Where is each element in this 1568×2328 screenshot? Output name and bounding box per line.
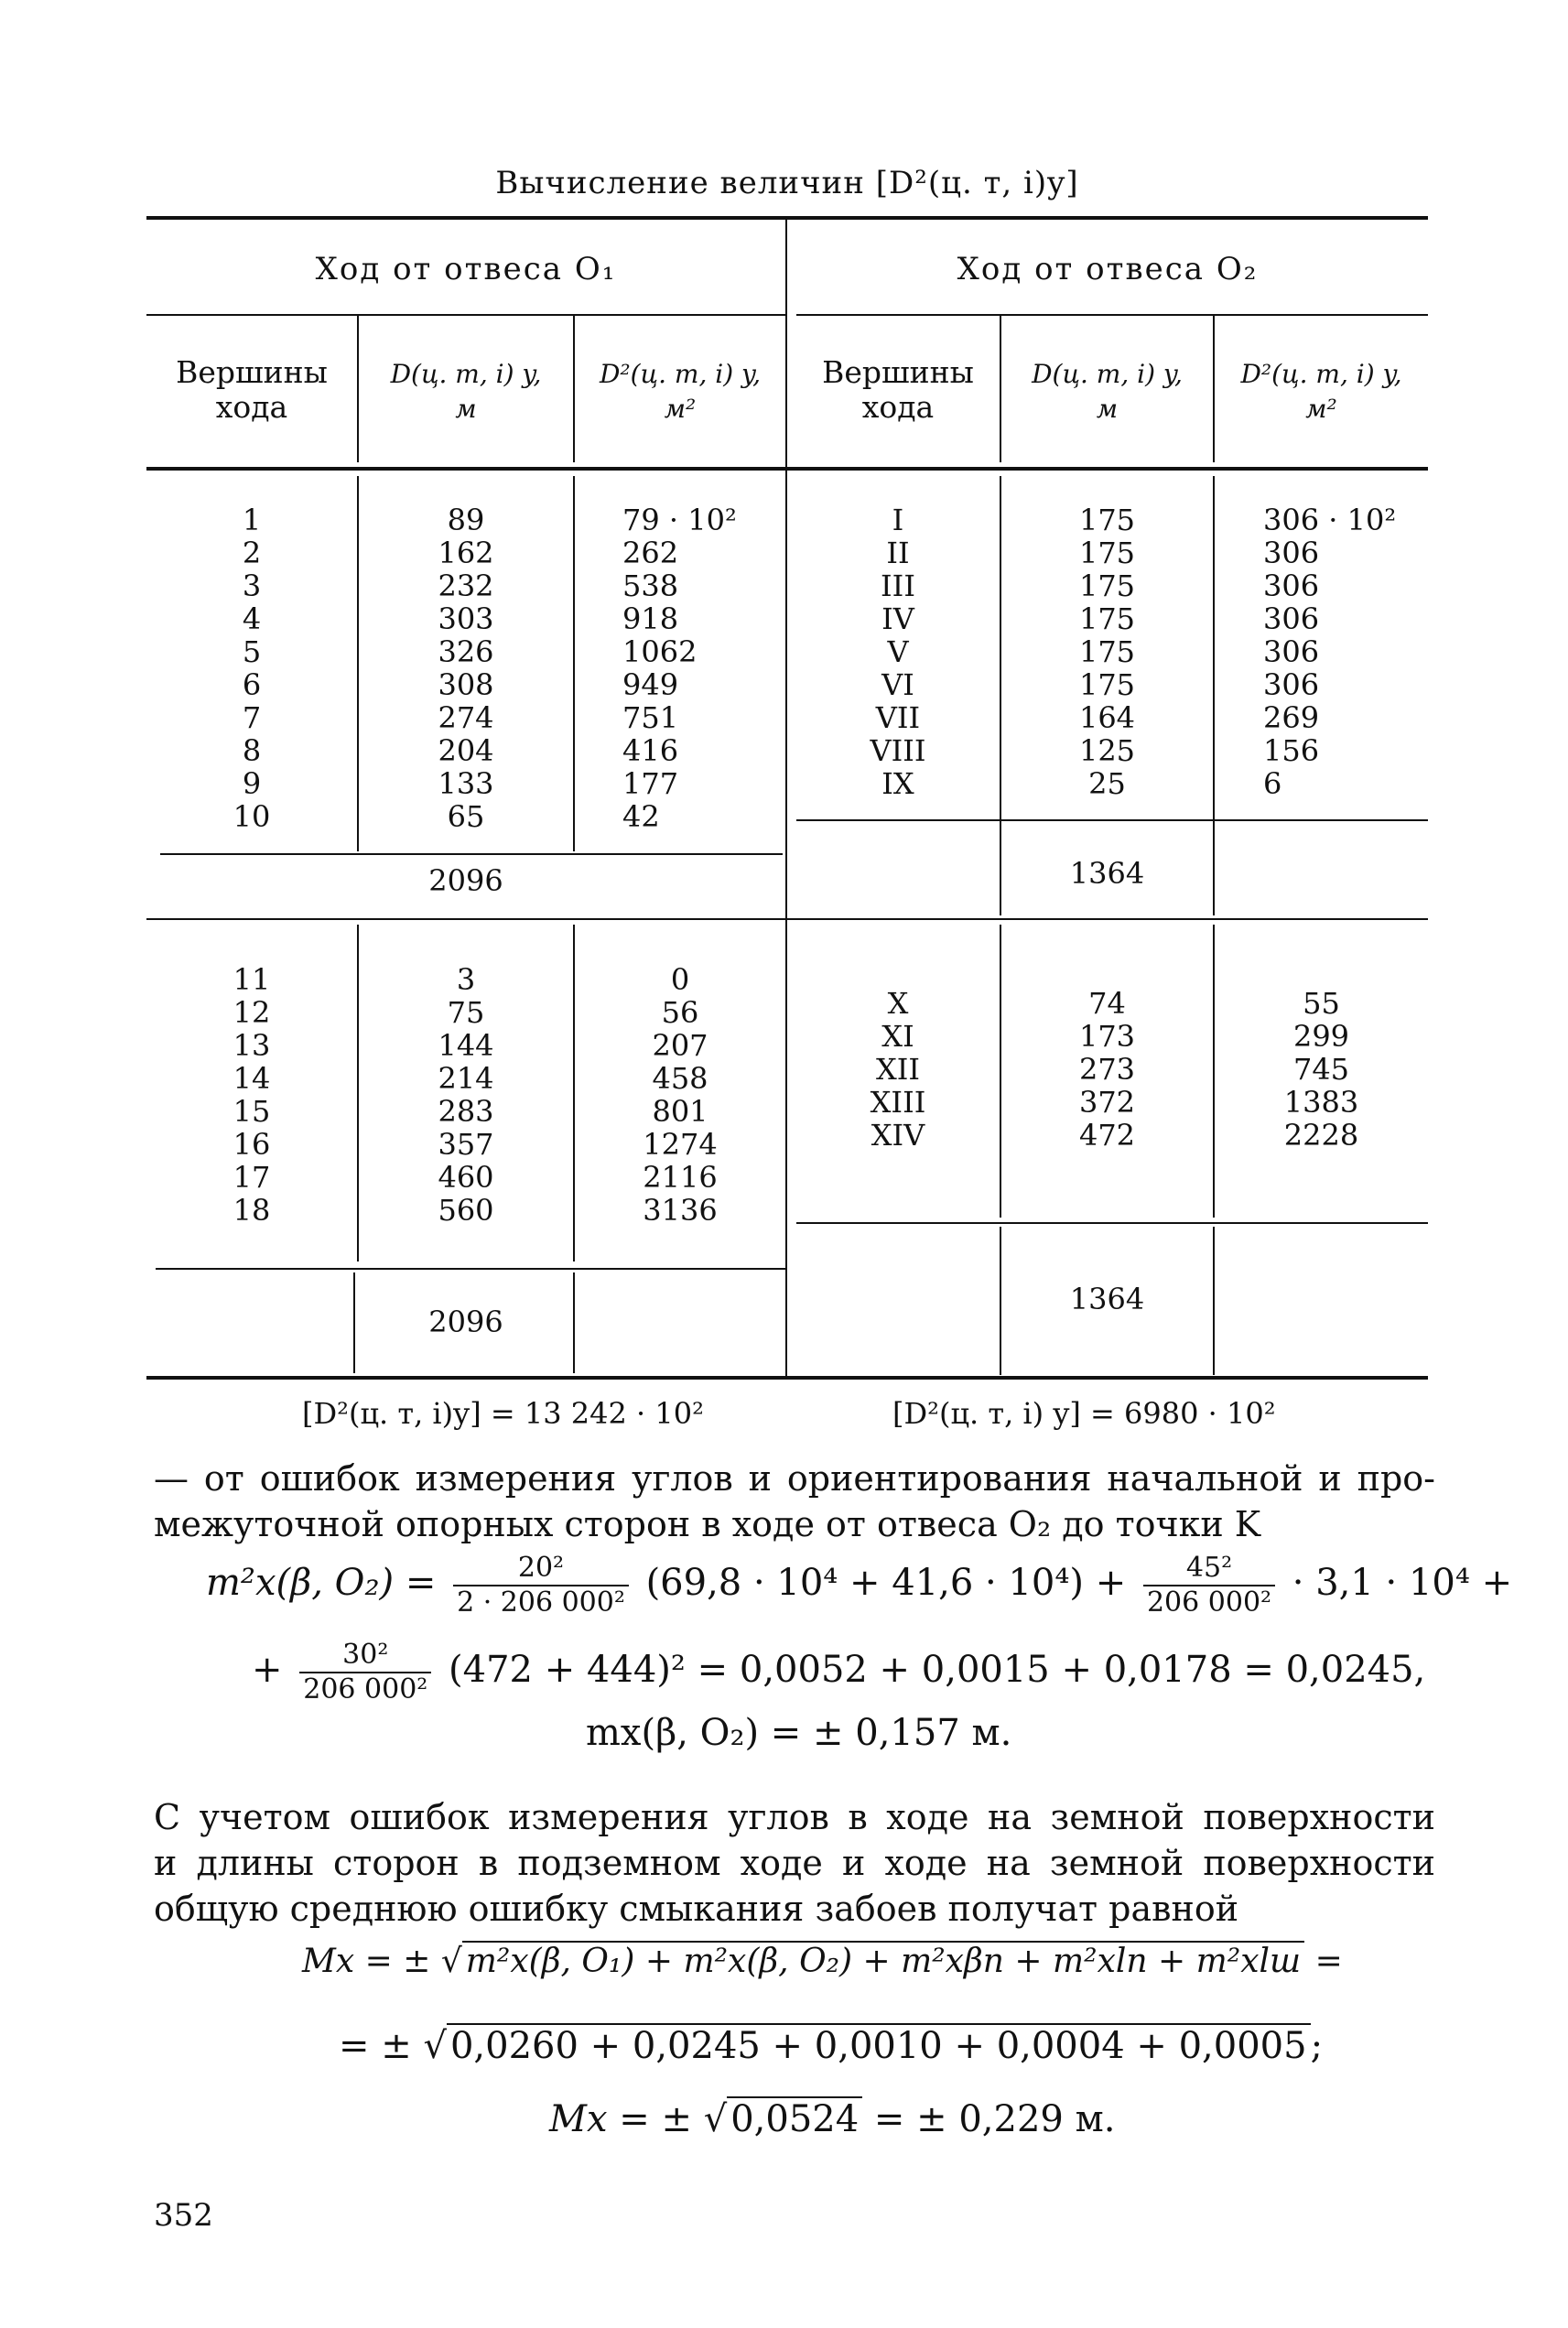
numerator: 30² bbox=[299, 1639, 431, 1673]
formula-term: m²x(β, O₂) = bbox=[206, 1562, 437, 1604]
table-top-rule bbox=[146, 216, 1428, 220]
block2-o2-d2: 55 299 745 1383 2228 bbox=[1283, 986, 1359, 1153]
header-label: Вершины хода bbox=[176, 354, 328, 425]
block1-o2-d: 175 175 175 175 175 175 164 125 25 bbox=[1078, 503, 1136, 801]
formula-term: = bbox=[1314, 1943, 1343, 1980]
formula-5 bbox=[339, 2023, 1323, 2067]
numerator: 45² bbox=[1143, 1552, 1275, 1586]
header-unit: м² bbox=[664, 394, 697, 424]
fraction bbox=[453, 1552, 629, 1619]
header-label: D(ц. т, i) y, bbox=[1032, 359, 1183, 389]
denominator: 206 000² bbox=[1146, 1586, 1272, 1619]
numerator: 20² bbox=[453, 1552, 629, 1586]
formula-term: = ± bbox=[339, 2025, 412, 2067]
paragraph-1 bbox=[154, 1456, 1435, 1547]
formula-term: = ± 0,229 м. bbox=[873, 2098, 1116, 2140]
block1-o1-d2: 79 · 10² 262 538 918 1062 949 751 416 177 42 bbox=[622, 503, 737, 834]
block2-o2-d: 74 173 273 372 472 bbox=[1078, 986, 1136, 1153]
block2-o2-total: 1364 bbox=[1069, 1282, 1145, 1316]
radical-sign: √ bbox=[440, 1943, 462, 1980]
text-line: и длины сторон в подземном ходе и ходе на земной поверхности bbox=[154, 1843, 1435, 1883]
formula-term: (472 + 444)² = 0,0052 + 0,0015 + 0,0178 = 0,0245, bbox=[449, 1649, 1426, 1691]
table-caption: Вычисление величин [D²(ц. т, i)y] bbox=[495, 165, 1079, 201]
sum-o2: [D²(ц. т, i) y] = 6980 · 10² bbox=[892, 1396, 1276, 1431]
block2-o1-total: 2096 bbox=[428, 1305, 503, 1339]
block1-o1-vertices: 1 2 3 4 5 6 7 8 9 10 bbox=[232, 503, 271, 834]
table-center-divider bbox=[785, 218, 787, 1378]
block1-divider bbox=[1213, 476, 1215, 915]
group-header-o2: Ход от отвеса O₂ bbox=[957, 251, 1259, 287]
formula-2 bbox=[252, 1639, 1425, 1706]
formula-term: (69,8 · 10⁴ + 41,6 · 10⁴) + bbox=[645, 1562, 1127, 1604]
text-line: межуточной опорных сторон в ходе от отвеса O₂ до точки K bbox=[154, 1504, 1261, 1544]
formula-6 bbox=[549, 2096, 1115, 2140]
header-vertices-o1 bbox=[156, 355, 348, 425]
formula-3: mx(β, O₂) = ± 0,157 м. bbox=[586, 1712, 1012, 1754]
denominator: 206 000² bbox=[303, 1673, 428, 1705]
text-line: С учетом ошибок измерения углов в ходе на земной поверхности bbox=[154, 1797, 1435, 1837]
header-d-o1 bbox=[359, 357, 573, 427]
block1-o1-total-rule bbox=[160, 853, 783, 855]
formula-4 bbox=[302, 1941, 1343, 1980]
block2-total-divider bbox=[353, 1272, 355, 1373]
block1-o2-vertices: I II III IV V VI VII VIII IX bbox=[870, 503, 926, 801]
group-rule-o1 bbox=[146, 314, 785, 316]
header-unit: м bbox=[1096, 394, 1119, 424]
header-label: D²(ц. т, i) y, bbox=[599, 359, 762, 389]
block1-o1-total: 2096 bbox=[428, 863, 503, 898]
header-label: D(ц. т, i) y, bbox=[390, 359, 542, 389]
block1-o2-d2: 306 · 10² 306 306 306 306 306 269 156 6 bbox=[1263, 503, 1397, 801]
block2-o2-total-rule bbox=[796, 1222, 1428, 1224]
header-unit: м bbox=[455, 394, 477, 424]
denominator: 2 · 206 000² bbox=[457, 1586, 625, 1619]
text-line: общую среднюю ошибку смыкания забоев получат равной bbox=[154, 1889, 1239, 1929]
radical-sign: √ bbox=[423, 2025, 447, 2067]
block2-o1-total-rule bbox=[156, 1268, 787, 1270]
block2-o1-vertices: 11 12 13 14 15 16 17 18 bbox=[232, 962, 271, 1228]
header-d-o2 bbox=[1001, 357, 1213, 427]
radicand: 0,0524 bbox=[727, 2096, 862, 2140]
header-unit: м² bbox=[1305, 394, 1337, 424]
block2-o2-vertices: X XI XII XIII XIV bbox=[870, 986, 926, 1153]
formula-term: Mx = ± bbox=[302, 1943, 431, 1980]
radical-sign: √ bbox=[703, 2098, 728, 2140]
block2-total-divider bbox=[1213, 1227, 1215, 1375]
group-rule-o2 bbox=[796, 314, 1428, 316]
header-vertices-o2 bbox=[796, 355, 1000, 425]
block1-o1-d: 89 162 232 303 326 308 274 204 133 65 bbox=[438, 503, 494, 834]
formula-1 bbox=[206, 1552, 1512, 1619]
formula-term: Mx = ± bbox=[549, 2098, 692, 2140]
table-bottom-rule bbox=[146, 1376, 1428, 1380]
block1-divider bbox=[573, 476, 575, 851]
header-label: D²(ц. т, i) y, bbox=[1240, 359, 1402, 389]
formula-term: · 3,1 · 10⁴ + bbox=[1292, 1562, 1513, 1604]
block-separator bbox=[146, 918, 1428, 920]
block1-o2-total: 1364 bbox=[1069, 856, 1145, 891]
sum-o1: [D²(ц. т, i)y] = 13 242 · 10² bbox=[302, 1396, 704, 1431]
paragraph-2 bbox=[154, 1794, 1435, 1932]
block2-o1-d2: 0 56 207 458 801 1274 2116 3136 bbox=[643, 962, 718, 1228]
header-bottom-rule bbox=[146, 467, 1428, 471]
formula-term: ; bbox=[1310, 2025, 1324, 2067]
radicand: m²x(β, O₁) + m²x(β, O₂) + m²xβп + m²xlп + m²xlш bbox=[462, 1941, 1304, 1980]
page-number: 352 bbox=[154, 2197, 213, 2234]
text-line: — от ошибок измерения углов и ориентирования начальной и про- bbox=[154, 1458, 1435, 1499]
fraction bbox=[1143, 1552, 1275, 1619]
header-label: Вершины хода bbox=[822, 354, 974, 425]
header-d2-o2 bbox=[1215, 357, 1428, 427]
block2-total-divider bbox=[573, 1272, 575, 1373]
group-header-o1: Ход от отвеса O₁ bbox=[315, 251, 617, 287]
radicand: 0,0260 + 0,0245 + 0,0010 + 0,0004 + 0,0005 bbox=[447, 2023, 1311, 2067]
fraction bbox=[299, 1639, 431, 1706]
block2-o1-d: 3 75 144 214 283 357 460 560 bbox=[438, 962, 494, 1228]
header-d2-o1 bbox=[575, 357, 785, 427]
block1-o2-total-rule bbox=[796, 819, 1428, 821]
formula-term: + bbox=[252, 1649, 283, 1691]
